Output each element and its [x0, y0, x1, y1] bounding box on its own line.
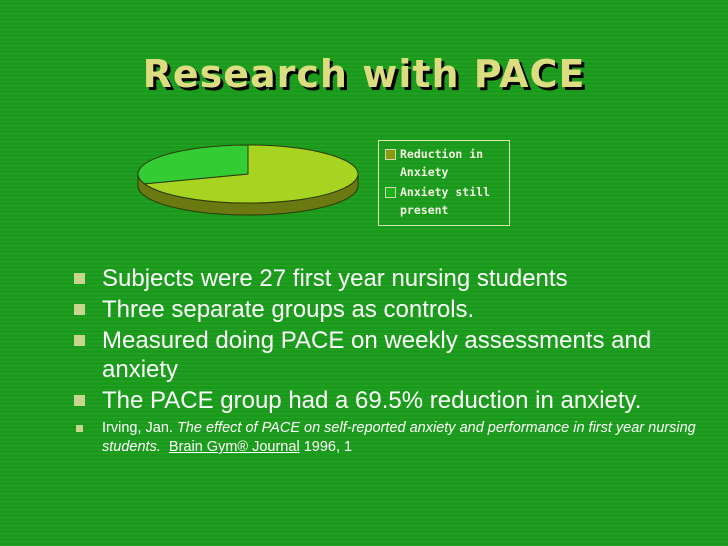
- citation-author: Irving, Jan.: [102, 420, 177, 436]
- citation-title: The effect of PACE on self-reported anxiety and performance in first year nursing students.: [102, 420, 696, 455]
- pie-chart-svg: [130, 132, 390, 232]
- square-bullet-icon: [76, 425, 83, 432]
- legend-swatch-present: [385, 187, 396, 198]
- bullet-item: [74, 295, 714, 324]
- legend-item-present: [383, 183, 505, 219]
- bullet-text: The PACE group had a 69.5% reduction in anxiety.: [102, 387, 642, 414]
- bullet-item: [74, 326, 714, 384]
- citation-item: [74, 419, 714, 457]
- legend-label: Anxiety still present: [400, 185, 491, 217]
- legend-label: Reduction in Anxiety: [400, 147, 484, 179]
- citation-gap: [161, 439, 169, 455]
- square-bullet-icon: [74, 273, 85, 284]
- square-bullet-icon: [74, 335, 85, 346]
- square-bullet-icon: [74, 304, 85, 315]
- bullet-item: [74, 264, 714, 293]
- bullet-text: Three separate groups as controls.: [102, 296, 475, 323]
- bullet-text: Subjects were 27 first year nursing students: [102, 265, 568, 292]
- citation-journal-link[interactable]: Brain Gym® Journal: [168, 439, 300, 455]
- citation-rest: 1996, 1: [299, 439, 353, 455]
- square-bullet-icon: [74, 395, 85, 406]
- chart-legend: [378, 140, 510, 226]
- legend-swatch-reduction: [385, 149, 396, 160]
- legend-item-reduction: [383, 145, 505, 181]
- bullet-list: [74, 264, 714, 457]
- bullet-item: [74, 386, 714, 415]
- bullet-text: Measured doing PACE on weekly assessments and anxiety: [102, 327, 652, 383]
- slide-title: Research with PACE: [142, 52, 586, 96]
